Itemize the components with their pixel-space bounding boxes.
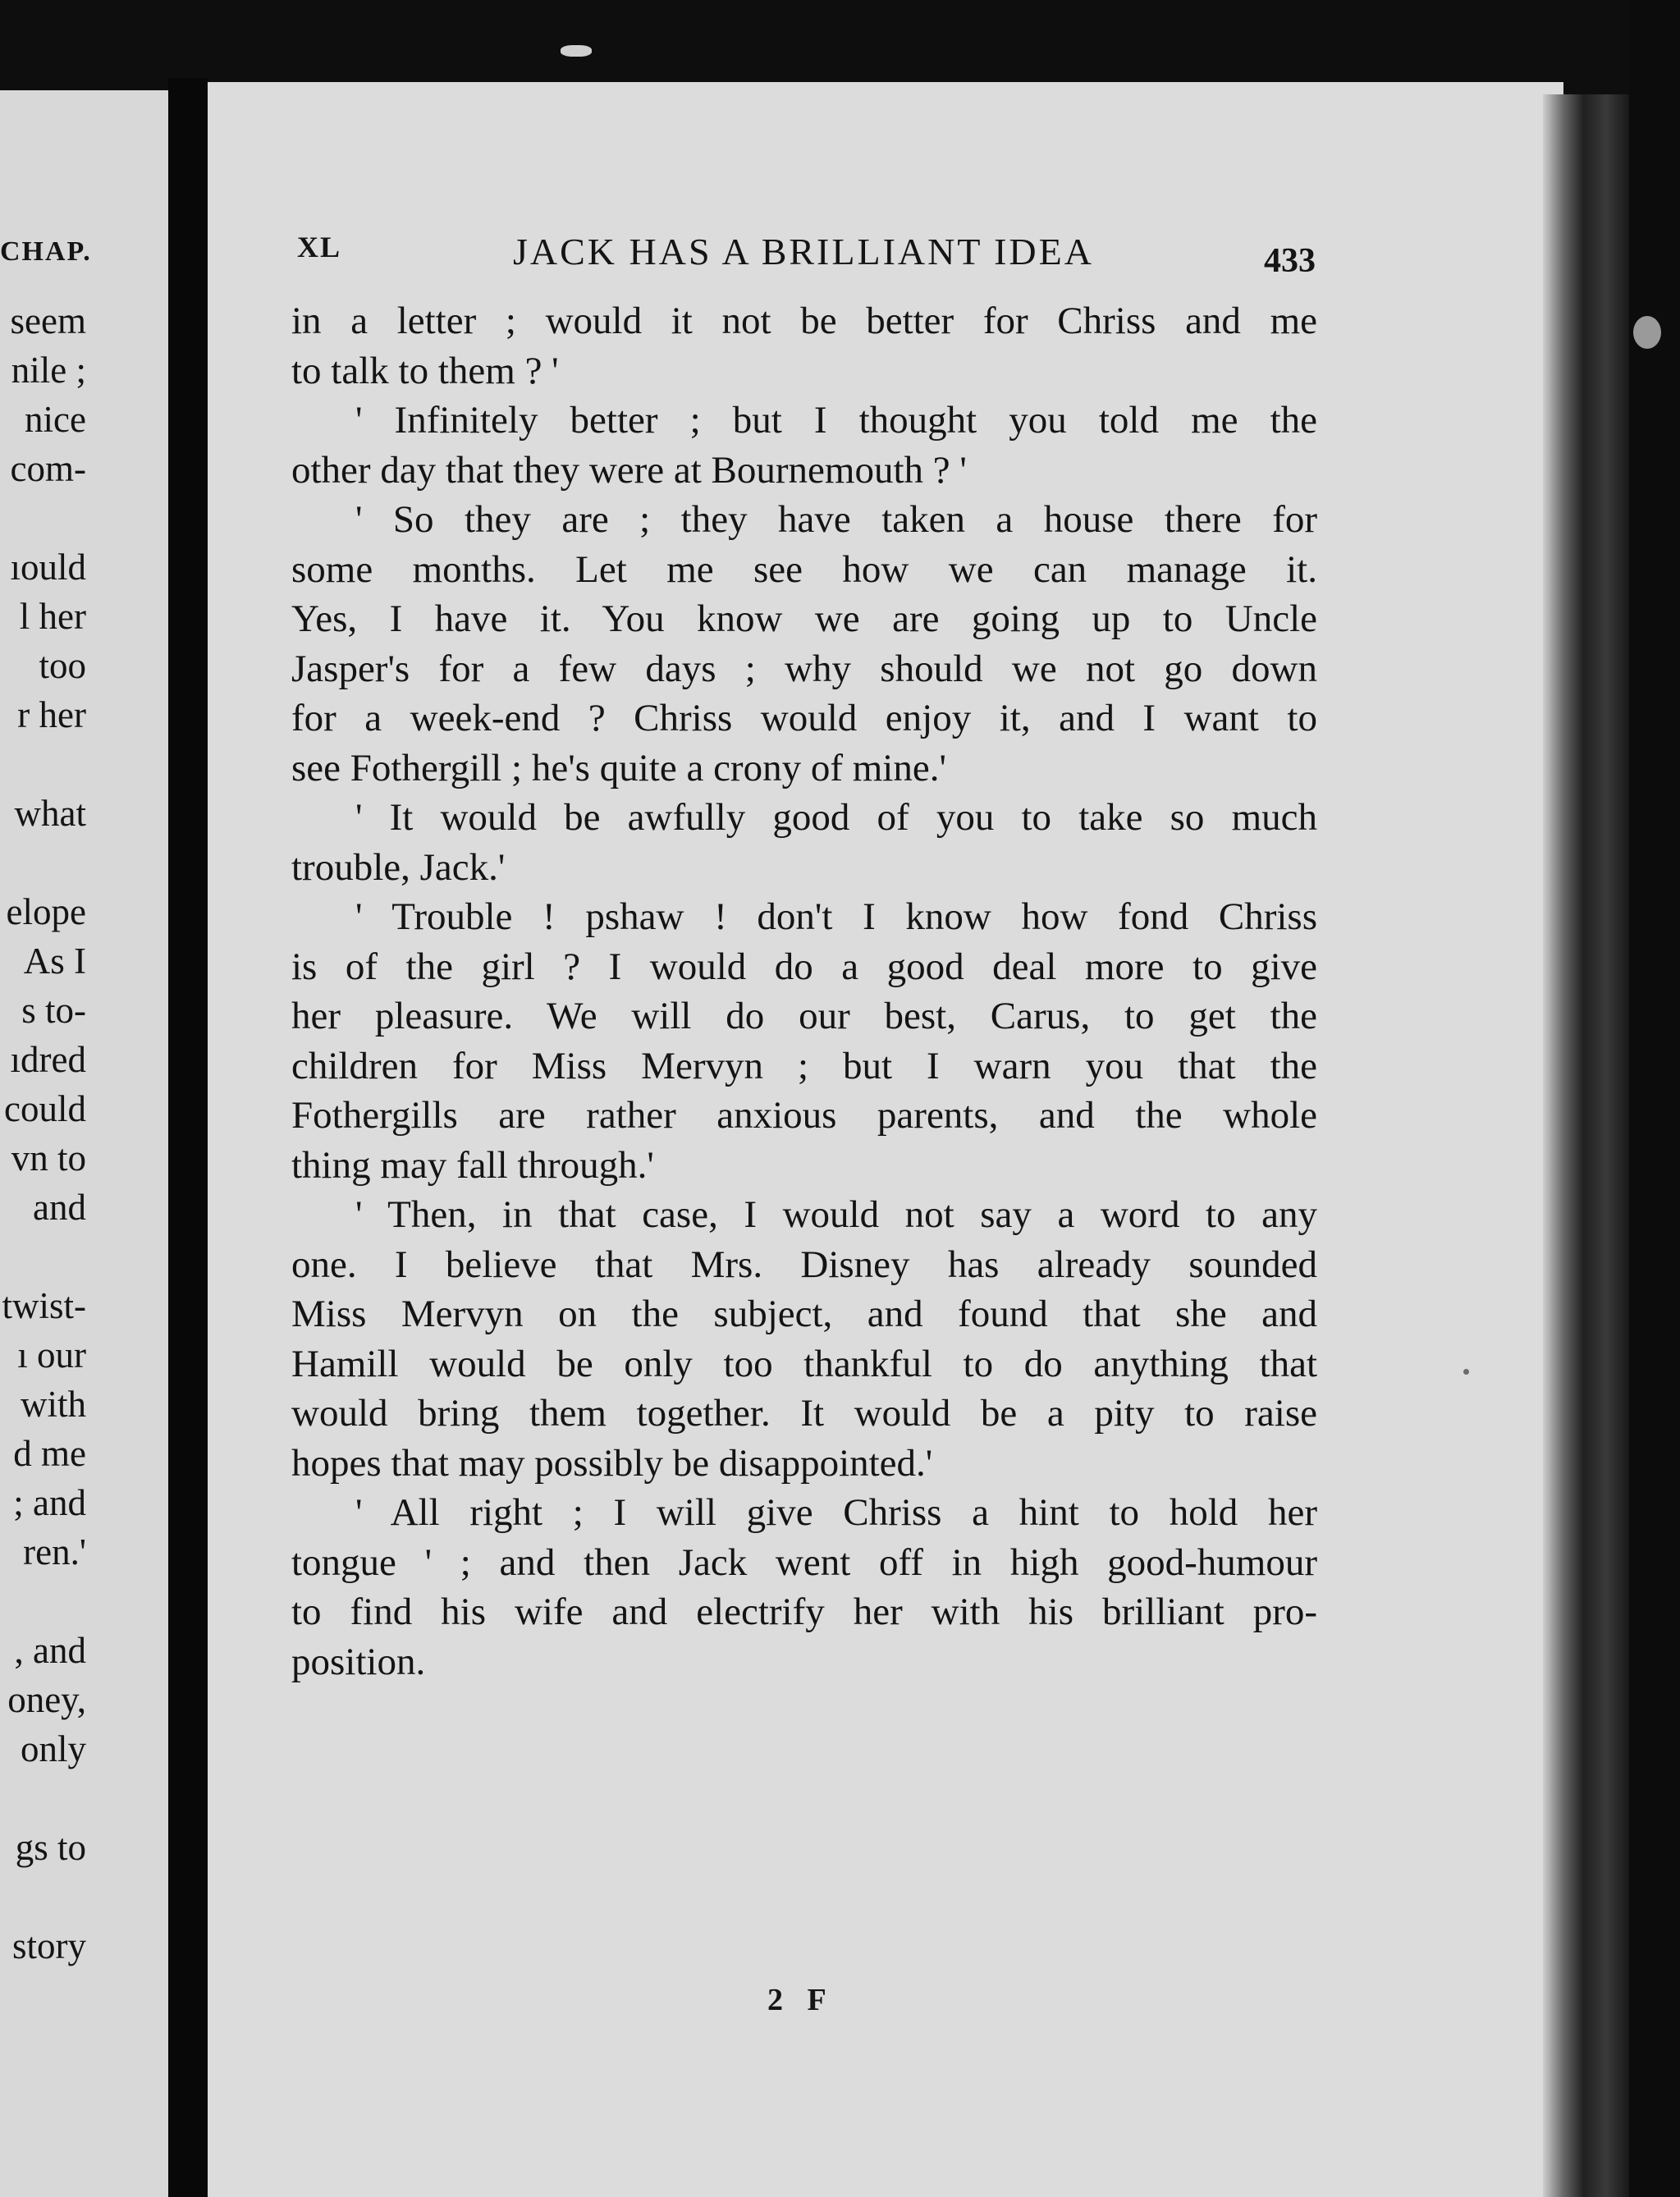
left-page-line: As I <box>23 941 86 982</box>
body-line: thing may fall through.' <box>291 1143 654 1187</box>
left-page-line: could <box>4 1088 86 1129</box>
body-line: ' So they are ; they have taken a house there for <box>355 498 1317 541</box>
left-page-header: CHAP. <box>0 236 92 267</box>
left-page-line: vn to <box>11 1137 86 1179</box>
left-page-line: , and <box>14 1630 86 1671</box>
body-line: tongue ' ; and then Jack went off in high good-humour <box>291 1540 1317 1584</box>
body-line: see Fothergill ; he's quite a crony of mine.' <box>291 746 946 790</box>
body-line: trouble, Jack.' <box>291 845 506 889</box>
scan-speck <box>1463 1369 1469 1375</box>
left-page-line: com- <box>10 448 86 489</box>
left-page-line: story <box>12 1925 86 1966</box>
body-line: her pleasure. We will do our best, Carus, to get the <box>291 995 1317 1037</box>
left-page-line: only <box>20 1728 86 1769</box>
left-page-line: ıdred <box>10 1039 86 1080</box>
body-line: Yes, I have it. You know we are going up to Uncle <box>291 597 1317 640</box>
body-line: some months. Let me see how we can manage it. <box>291 547 1317 591</box>
body-line: Jasper's for a few days ; why should we not go down <box>291 647 1317 690</box>
left-page-line: elope <box>6 891 86 932</box>
body-line: other day that they were at Bournemouth ? ' <box>291 448 967 492</box>
left-page-line: and <box>33 1187 86 1228</box>
left-page-line: with <box>20 1384 86 1425</box>
left-page-line: ren.' <box>23 1531 86 1572</box>
left-page-line: nice <box>25 399 86 440</box>
body-line: Miss Mervyn on the subject, and found that she and <box>291 1293 1317 1335</box>
body-line: for a week-end ? Chriss would enjoy it, and I want to <box>291 697 1317 739</box>
left-page-line: twist- <box>2 1285 86 1326</box>
chapter-number: XL <box>297 231 342 263</box>
left-page-line: d me <box>13 1433 86 1474</box>
body-line: Hamill would be only too thankful to do anything that <box>291 1342 1317 1385</box>
body-line: is of the girl ? I would do a good deal more to give <box>291 945 1317 988</box>
body-line: ' Then, in that case, I would not say a word to any <box>355 1193 1317 1236</box>
left-page-line: what <box>14 793 86 834</box>
left-page-line: s to- <box>21 990 86 1031</box>
left-page-line: gs to <box>15 1827 86 1868</box>
left-page-line: ıould <box>10 547 86 588</box>
body-line: to find his wife and electrify her with his brilliant pro- <box>291 1591 1317 1633</box>
body-line: would bring them together. It would be a pity to raise <box>291 1392 1317 1435</box>
left-page-line: r her <box>17 694 86 735</box>
signature-mark: 2 F <box>767 1983 835 2017</box>
scan-speck <box>561 45 592 57</box>
body-line: hopes that may possibly be disappointed.' <box>291 1441 933 1485</box>
body-line: ' Trouble ! pshaw ! don't I know how fond Chriss <box>355 895 1317 938</box>
left-page-line: seem <box>10 300 86 341</box>
left-page-line: ; and <box>13 1482 86 1523</box>
body-line: children for Miss Mervyn ; but I warn you that the <box>291 1044 1317 1087</box>
body-line: ' Infinitely better ; but I thought you told me the <box>355 399 1317 442</box>
left-page-line: nile ; <box>11 350 86 391</box>
body-line: ' It would be awfully good of you to take so much <box>355 796 1317 839</box>
body-line: Fothergills are rather anxious parents, and the whole <box>291 1094 1317 1137</box>
page-number: 433 <box>1264 242 1316 280</box>
body-line: position. <box>291 1640 426 1683</box>
running-head-title: JACK HAS A BRILLIANT IDEA <box>513 231 1094 272</box>
left-page-line: ı our <box>17 1334 86 1375</box>
body-line: ' All right ; I will give Chriss a hint to hold her <box>355 1491 1317 1534</box>
scan-speck <box>1633 316 1661 349</box>
body-line: in a letter ; would it not be better for Chriss and me <box>291 300 1317 342</box>
book-gutter <box>168 78 208 2197</box>
left-page-line: oney, <box>7 1679 86 1720</box>
page-edges <box>1543 94 1633 2197</box>
body-line: to talk to them ? ' <box>291 349 559 392</box>
left-page-line: too <box>39 645 86 686</box>
body-line: one. I believe that Mrs. Disney has already sounded <box>291 1243 1317 1286</box>
left-page-line: l her <box>19 596 86 637</box>
